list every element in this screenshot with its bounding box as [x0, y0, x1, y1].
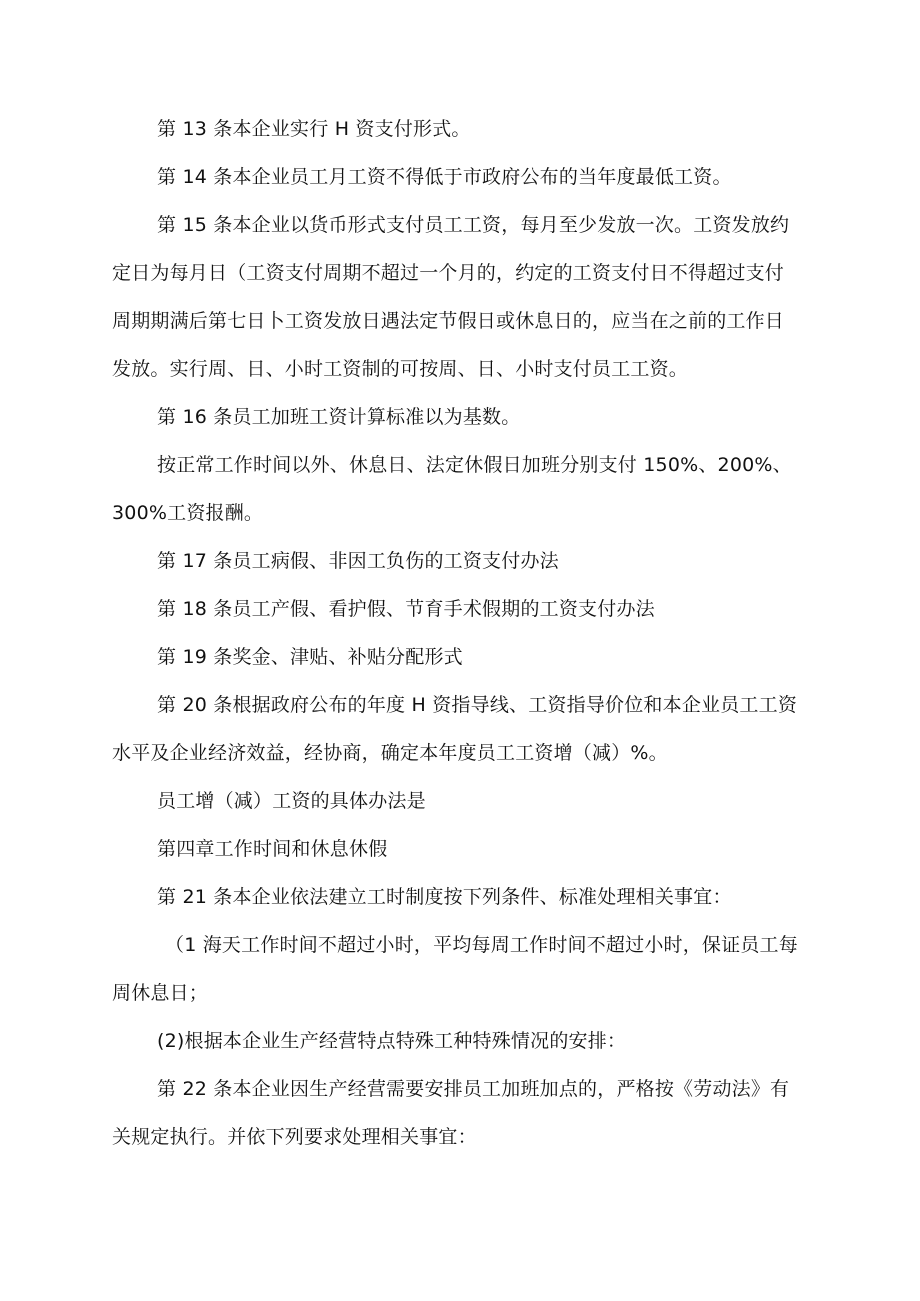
- article-15-line-4: 发放。实行周、日、小时工资制的可按周、日、小时支付员工工资。: [112, 358, 689, 380]
- working-hours-item-1-line-2: 周休息日；: [112, 982, 209, 1004]
- article-22-line-2: 关规定执行。并依下列要求处理相关事宜：: [112, 1126, 477, 1148]
- article-19-line: 第 19 条奖金、津贴、补贴分配形式: [157, 646, 463, 668]
- article-18-line: 第 18 条员工产假、看护假、节育手术假期的工资支付办法: [157, 598, 655, 620]
- article-13-line: 第 13 条本企业实行 H 资支付形式。: [157, 118, 471, 140]
- working-hours-item-1-line-1: （1 海天工作时间不超过小时，平均每周工作时间不超过小时，保证员工每: [165, 934, 798, 956]
- overtime-rates-line-2: 300%工资报酬。: [112, 502, 264, 524]
- article-21-line: 第 21 条本企业依法建立工时制度按下列条件、标准处理相关事宜：: [157, 886, 732, 908]
- article-22-line-1: 第 22 条本企业因生产经营需要安排员工加班加点的，严格按《劳动法》有: [157, 1078, 790, 1100]
- overtime-rates-line-1: 按正常工作时间以外、休息日、法定休假日加班分别支付 150%、200%、: [157, 454, 792, 476]
- salary-change-method-line: 员工增（减）工资的具体办法是: [157, 790, 426, 812]
- article-15-line-2: 定日为每月日（工资支付周期不超过一个月的，约定的工资支付日不得超过支付: [112, 262, 785, 284]
- article-16-line: 第 16 条员工加班工资计算标准以为基数。: [157, 406, 521, 428]
- article-15-line-1: 第 15 条本企业以货币形式支付员工工资，每月至少发放一次。工资发放约: [157, 214, 790, 236]
- article-20-line-1: 第 20 条根据政府公布的年度 H 资指导线、工资指导价位和本企业员工工资: [157, 694, 798, 716]
- article-15-line-3: 周期期满后第七日卜工资发放日遇法定节假日或休息日的，应当在之前的工作日: [112, 310, 785, 332]
- article-14-line: 第 14 条本企业员工月工资不得低于市政府公布的当年度最低工资。: [157, 166, 732, 188]
- article-17-line: 第 17 条员工病假、非因工负伤的工资支付办法: [157, 550, 559, 572]
- chapter-4-heading: 第四章工作时间和休息休假: [157, 838, 388, 860]
- working-hours-item-2-line: (2)根据本企业生产经营特点特殊工种特殊情况的安排：: [157, 1030, 627, 1052]
- article-20-line-2: 水平及企业经济效益，经协商，确定本年度员工工资增（减）%。: [112, 742, 668, 764]
